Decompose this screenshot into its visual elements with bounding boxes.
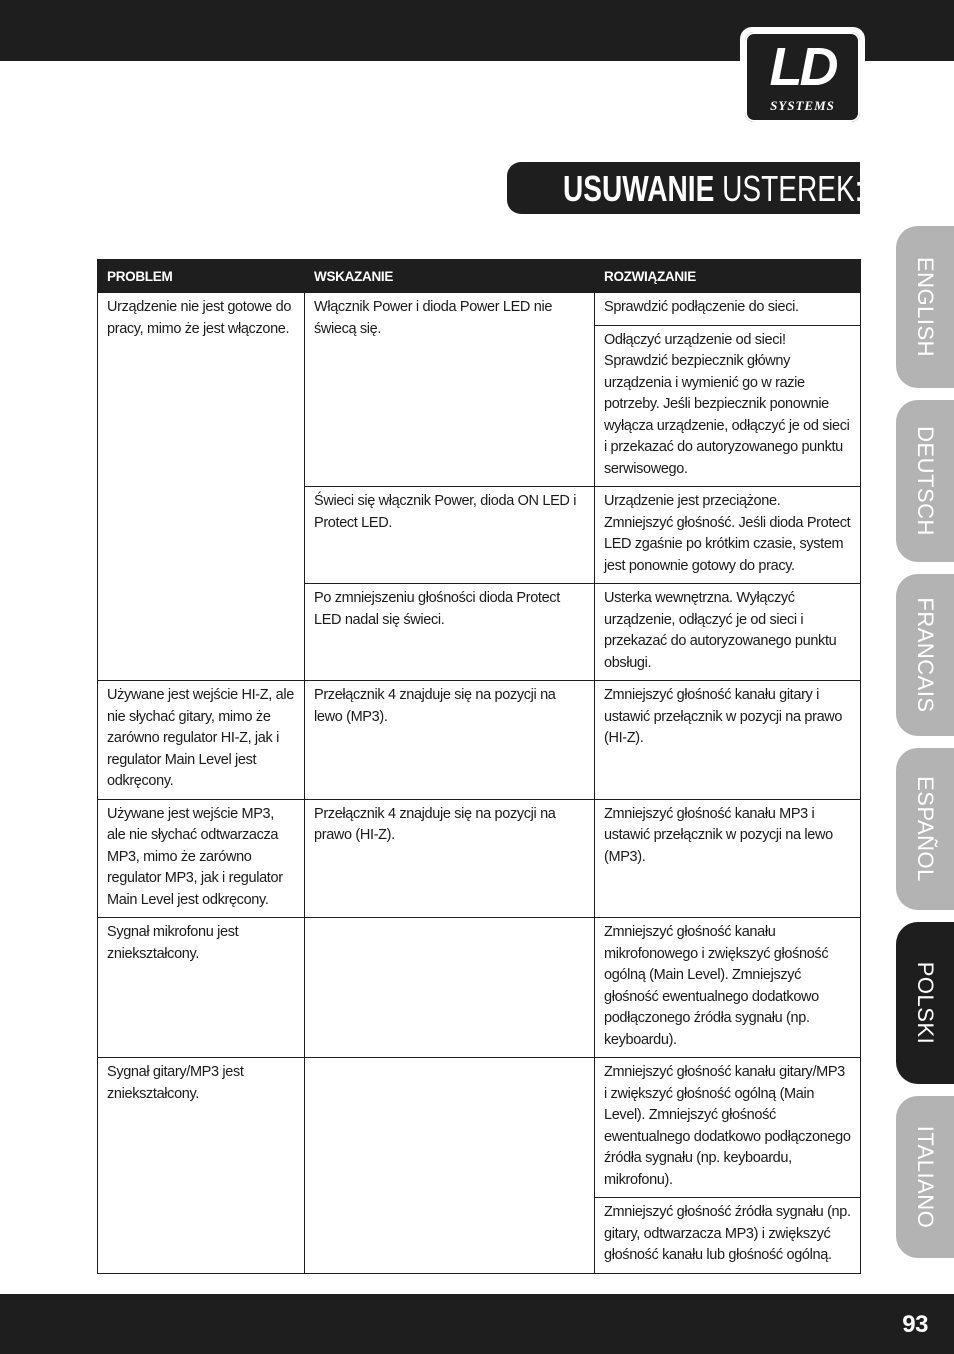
solution-cell: Zmniejszyć głośność źródła sygnału (np. gitary, odtwarzacza MP3) i zwiększyć głośność kanału lub głośność ogólną.: [595, 1198, 861, 1274]
solution-cell: Zmniejszyć głośność kanału mikrofonowego i zwiększyć głośność ogólną (Main Level). Zmniejszyć głośność ewentualnego dodatkowo podłączonego źródła sygnału (np. keyboardu).: [595, 918, 861, 1058]
section-title-bar: [507, 162, 863, 214]
page-number: 93: [902, 1311, 928, 1338]
table-row: [98, 681, 861, 800]
solution-cell: Zmniejszyć głośność kanału MP3 i ustawić przełącznik w pozycji na lewo (MP3).: [595, 799, 861, 918]
section-title-bold: USUWANIE: [563, 168, 715, 209]
tab-label: ITALIANO: [913, 1125, 938, 1229]
solution-cell: Zmniejszyć głośność kanału gitary i ustawić przełącznik w pozycji na prawo (HI-Z).: [595, 681, 861, 800]
section-title: [563, 168, 863, 210]
table-row: [98, 918, 861, 1058]
table-header-row: [98, 260, 861, 293]
tab-english[interactable]: [896, 226, 954, 388]
problem-cell: Sygnał gitary/MP3 jest zniekształcony.: [98, 1058, 305, 1274]
logo-badge: [745, 32, 860, 122]
header-indication: WSKAZANIE: [305, 260, 595, 293]
solution-cell: Usterka wewnętrzna. Wyłączyć urządzenie, odłączyć je od sieci i przekazać do autoryzowanego punktu obsługi.: [595, 584, 861, 681]
problem-cell: Urządzenie nie jest gotowe do pracy, mimo że jest włączone.: [98, 293, 305, 681]
troubleshooting-table: [97, 259, 861, 1274]
tab-italiano[interactable]: [896, 1096, 954, 1258]
solution-cell: Zmniejszyć głośność kanału gitary/MP3 i zwiększyć głośność ogólną (Main Level). Zmniejszyć głośność ewentualnego dodatkowo podłączonego źródła sygnału (np. keyboardu, mikrofonu).: [595, 1058, 861, 1198]
problem-cell: Sygnał mikrofonu jest zniekształcony.: [98, 918, 305, 1058]
header-solution: ROZWIĄZANIE: [595, 260, 861, 293]
indication-cell: Przełącznik 4 znajduje się na pozycji na prawo (HI-Z).: [305, 799, 595, 918]
problem-cell: Używane jest wejście HI-Z, ale nie słychać gitary, mimo że zarówno regulator HI-Z, jak i regulator Main Level jest odkręcony.: [98, 681, 305, 800]
table-row: [98, 293, 861, 326]
tab-espanol[interactable]: [896, 748, 954, 910]
solution-cell: Odłączyć urządzenie od sieci! Sprawdzić bezpiecznik główny urządzenia i wymienić go w razie potrzeby. Jeśli bezpiecznik ponownie wyłącza urządzenie, odłączyć je od sieci i przekazać do autoryzowanego punktu serwisowego.: [595, 325, 861, 487]
indication-cell: [305, 918, 595, 1058]
table-row: [98, 1058, 861, 1198]
tab-francais[interactable]: [896, 574, 954, 736]
tab-deutsch[interactable]: [896, 400, 954, 562]
problem-cell: Używane jest wejście MP3, ale nie słychać odtwarzacza MP3, mimo że zarówno regulator MP3, jak i regulator Main Level jest odkręcony.: [98, 799, 305, 918]
solution-cell: Sprawdzić podłączenie do sieci.: [595, 293, 861, 326]
footer-bar: [0, 1294, 954, 1354]
table-row: [98, 799, 861, 918]
indication-cell: [305, 1058, 595, 1274]
logo-subtext: SYSTEMS: [770, 98, 835, 113]
tab-label: ENGLISH: [913, 256, 938, 358]
tab-label: ESPAÑOL: [913, 776, 938, 882]
logo-mark: LD: [769, 37, 836, 97]
indication-cell: Przełącznik 4 znajduje się na pozycji na lewo (MP3).: [305, 681, 595, 800]
solution-cell: Urządzenie jest przeciążone. Zmniejszyć głośność. Jeśli dioda Protect LED zgaśnie po krótkim czasie, system jest ponownie gotowy do pracy.: [595, 487, 861, 584]
tab-label: DEUTSCH: [913, 426, 938, 536]
header-problem: PROBLEM: [98, 260, 305, 293]
ld-systems-logo: [740, 27, 865, 127]
indication-cell: Po zmniejszeniu głośności dioda Protect LED nadal się świeci.: [305, 584, 595, 681]
indication-cell: Świeci się włącznik Power, dioda ON LED i Protect LED.: [305, 487, 595, 584]
tab-polski[interactable]: [896, 922, 954, 1084]
indication-cell: Włącznik Power i dioda Power LED nie świecą się.: [305, 293, 595, 487]
section-title-light: USTEREK:: [722, 168, 863, 209]
tab-label: POLSKI: [913, 961, 938, 1045]
tab-label: FRANCAIS: [913, 597, 938, 713]
